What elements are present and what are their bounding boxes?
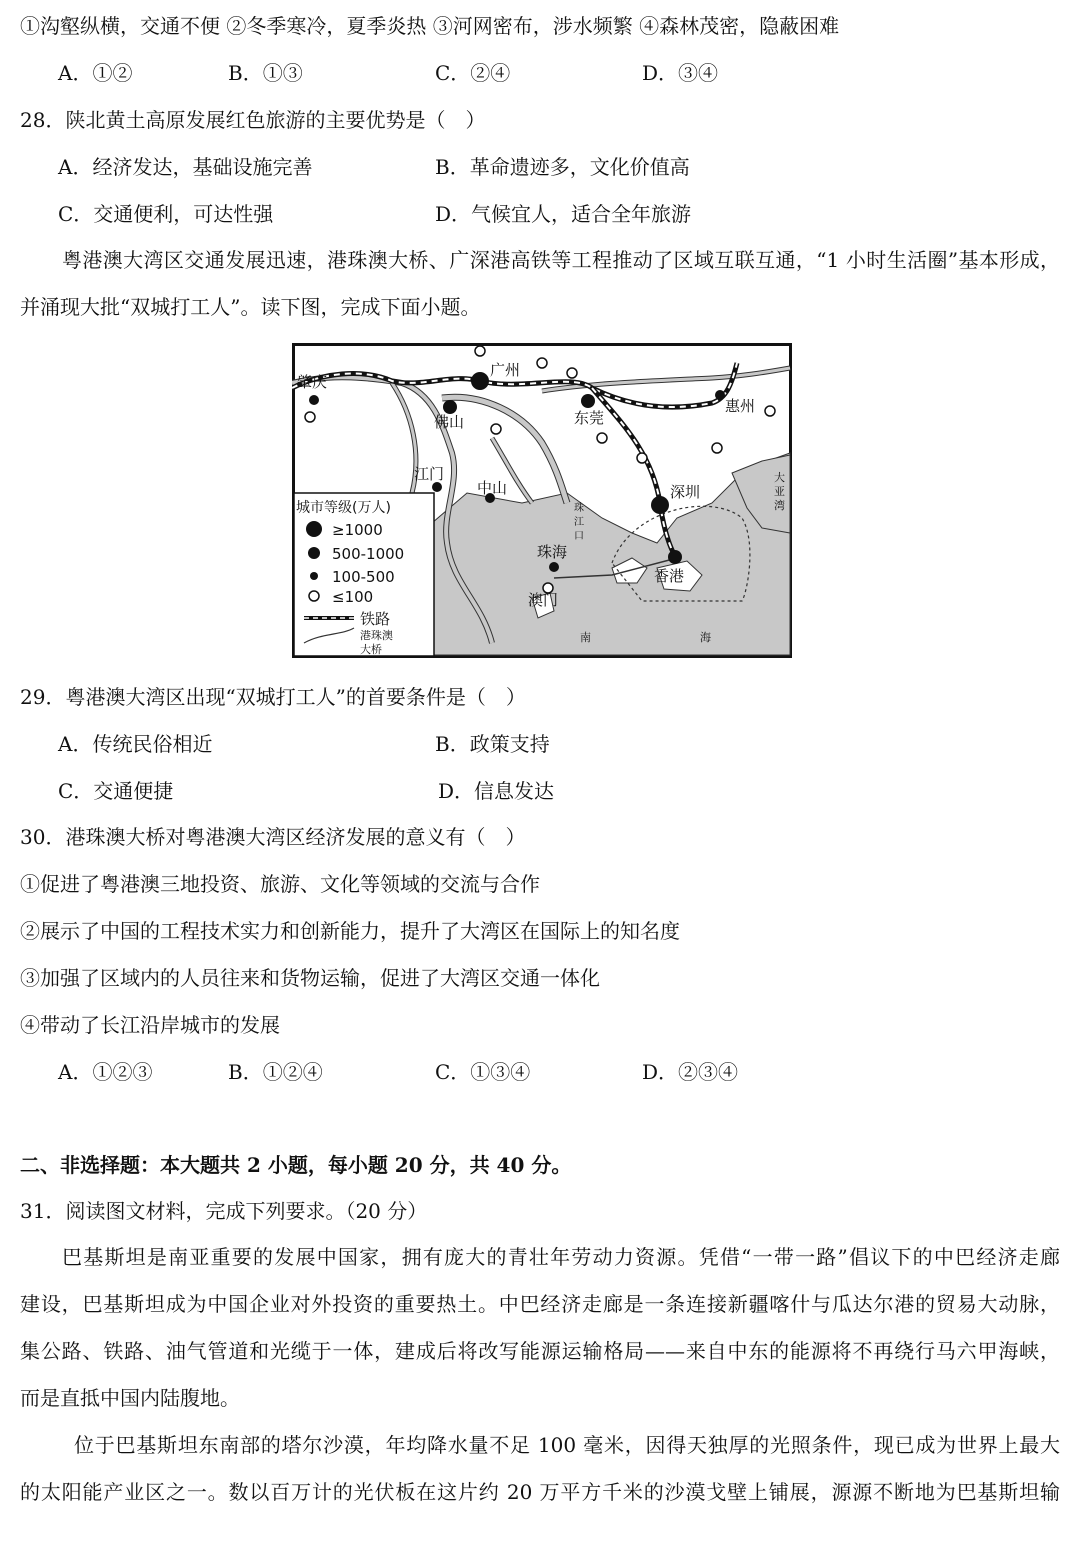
legend-symbol-1 (306, 521, 322, 537)
q28-option-c[interactable]: C．交通便利，可达性强 (58, 202, 274, 226)
q28-stem: 28．陕北黄土高原发展红色旅游的主要优势是（ ） (20, 108, 486, 132)
label-estuary-3: 口 (574, 531, 584, 542)
city-small-9 (765, 406, 775, 416)
label-zhaoqing: 肇庆 (297, 373, 328, 391)
q28-option-d[interactable]: D．气候宜人，适合全年旅游 (435, 202, 692, 226)
label-sea-1: 南 (580, 631, 591, 644)
q31-p1-line-2: 建设，巴基斯坦成为中国企业对外投资的重要热土。中巴经济走廊是一条连接新疆喀什与瓜达尔港的贸易大动脉， (20, 1292, 1060, 1316)
label-bay-3: 湾 (774, 499, 785, 512)
legend-title: 城市等级(万人) (296, 500, 391, 516)
label-hongkong: 香港 (654, 567, 685, 585)
label-huizhou: 惠州 (725, 397, 756, 415)
city-small-6 (597, 433, 607, 443)
city-small-4 (305, 412, 315, 422)
q29-stem: 29．粤港澳大湾区出现“双城打工人”的首要条件是（ ） (20, 685, 526, 709)
label-dongguan: 东莞 (574, 409, 605, 427)
q31-p1-line-3: 集公路、铁路、油气管道和光缆于一体，建成后将改写能源运输格局——来自中东的能源将不再绕行马六甲海峡， (20, 1339, 1060, 1363)
q31-p2-line-1: 位于巴基斯坦东南部的塔尔沙漠，年均降水量不足 100 毫米，因得天独厚的光照条件，现已成为世界上最大 (74, 1433, 1060, 1457)
q28-option-a[interactable]: A．经济发达，基础设施完善 (58, 155, 313, 179)
q29-option-a[interactable]: A．传统民俗相近 (58, 732, 213, 756)
city-zhaoqing-dot (309, 395, 319, 405)
q27-option-b[interactable]: B．①③ (228, 61, 303, 85)
q31-stem: 31．阅读图文材料，完成下列要求。（20 分） (20, 1199, 428, 1223)
legend-label-4: ≤100 (332, 588, 374, 606)
city-guangzhou-dot (471, 372, 489, 390)
label-bay-2: 亚 (774, 485, 785, 498)
city-small-5 (491, 424, 501, 434)
city-hongkong-dot (668, 550, 682, 564)
q30-option-b[interactable]: B．①②④ (228, 1060, 323, 1084)
intro-line-1: 粤港澳大湾区交通发展迅速，港珠澳大桥、广深港高铁等工程推动了区域互联互通，“1 小时生活圈”基本形成， (62, 248, 1060, 272)
label-sea-2: 海 (700, 631, 711, 644)
city-jiangmen-dot (432, 482, 442, 492)
legend-label-2: 500-1000 (332, 545, 405, 563)
q30-statement-3: ③加强了区域内的人员往来和货物运输，促进了大湾区交通一体化 (20, 966, 600, 990)
q27-option-a[interactable]: A．①② (58, 61, 133, 85)
legend-label-7: 大桥 (360, 643, 382, 656)
q28-option-b[interactable]: B．革命遗迹多，文化价值高 (435, 155, 690, 179)
city-small-8 (712, 443, 722, 453)
section-2-title: 二、非选择题：本大题共 2 小题，每小题 20 分，共 40 分。 (20, 1153, 572, 1177)
bay-area-map (292, 343, 792, 658)
q31-p2-line-2: 的太阳能产业区之一。数以百万计的光伏板在这片约 20 万平方千米的沙漠戈壁上铺展，源源不断地为巴基斯坦输 (20, 1480, 1060, 1504)
city-foshan-dot (443, 400, 457, 414)
q29-option-b[interactable]: B．政策支持 (435, 732, 550, 756)
label-zhongshan: 中山 (477, 479, 508, 497)
q30-option-c[interactable]: C．①③④ (435, 1060, 531, 1084)
q29-option-c[interactable]: C．交通便捷 (58, 779, 174, 803)
city-huizhou-dot (715, 390, 725, 400)
q27-statements: ①沟壑纵横，交通不便 ②冬季寒冷，夏季炎热 ③河网密布，涉水频繁 ④森林茂密，隐蔽困难 (20, 14, 840, 38)
city-small-1 (475, 346, 485, 356)
city-small-3 (567, 368, 577, 378)
q31-p1-line-4: 而是直抵中国内陆腹地。 (20, 1386, 240, 1410)
legend-symbol-3 (310, 572, 318, 580)
legend-label-5: 铁路 (360, 610, 391, 628)
q30-statement-1: ①促进了粤港澳三地投资、旅游、文化等领域的交流与合作 (20, 872, 540, 896)
city-dongguan-dot (581, 394, 595, 408)
q30-statement-2: ②展示了中国的工程技术实力和创新能力，提升了大湾区在国际上的知名度 (20, 919, 680, 943)
q27-option-c[interactable]: C．②④ (435, 61, 511, 85)
q30-option-d[interactable]: D．②③④ (642, 1060, 739, 1084)
label-estuary-2: 江 (574, 517, 584, 528)
q30-statement-4: ④带动了长江沿岸城市的发展 (20, 1013, 280, 1037)
label-guangzhou: 广州 (490, 361, 521, 379)
q30-option-a[interactable]: A．①②③ (58, 1060, 153, 1084)
city-zhuhai-dot (549, 562, 559, 572)
city-small-2 (537, 358, 547, 368)
label-bay-1: 大 (774, 471, 785, 484)
label-zhuhai: 珠海 (537, 543, 568, 561)
q27-option-d[interactable]: D．③④ (642, 61, 719, 85)
city-shenzhen-dot (651, 496, 669, 514)
legend-symbol-2 (308, 547, 320, 559)
label-estuary-1: 珠 (574, 503, 584, 514)
legend-label-3: 100-500 (332, 568, 395, 586)
q30-stem: 30．港珠澳大桥对粤港澳大湾区经济发展的意义有（ ） (20, 825, 526, 849)
legend-label-6: 港珠澳 (360, 629, 393, 642)
label-foshan: 佛山 (434, 413, 465, 431)
legend-label-1: ≥1000 (332, 521, 383, 539)
q31-p1-line-1: 巴基斯坦是南亚重要的发展中国家，拥有庞大的青壮年劳动力资源。凭借“一带一路”倡议下的中巴经济走廊 (62, 1245, 1060, 1269)
label-shenzhen: 深圳 (670, 483, 701, 501)
label-macau: 澳门 (528, 591, 559, 609)
city-small-7 (637, 453, 647, 463)
q29-option-d[interactable]: D．信息发达 (438, 779, 555, 803)
intro-line-2: 并涌现大批“双城打工人”。读下图，完成下面小题。 (20, 295, 481, 319)
label-jiangmen: 江门 (414, 465, 445, 483)
legend-symbol-4 (309, 591, 319, 601)
